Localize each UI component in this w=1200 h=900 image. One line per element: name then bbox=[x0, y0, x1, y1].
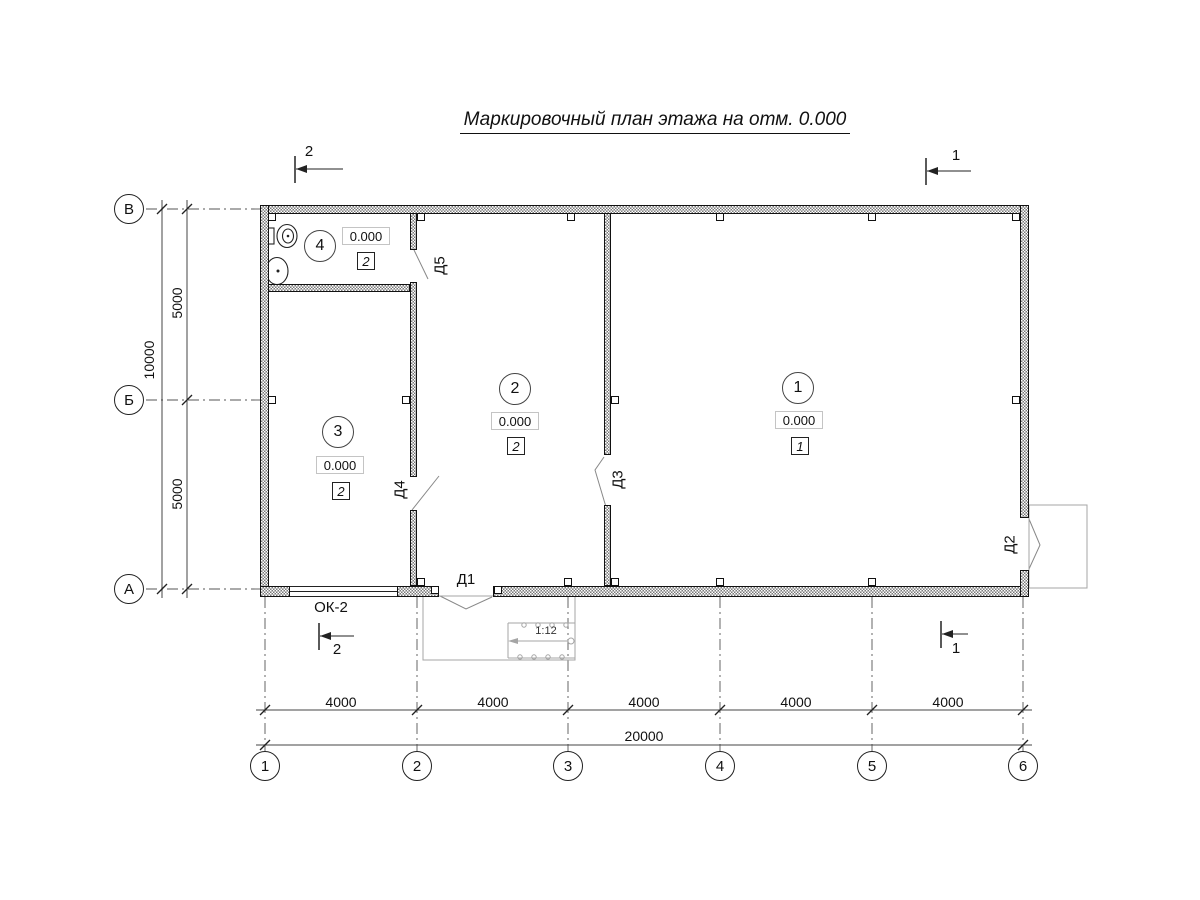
pilaster-bottom-partition1 bbox=[611, 578, 619, 586]
room-2-number: 2 bbox=[510, 380, 520, 397]
room-2-floor-type-box bbox=[507, 437, 525, 455]
room-2-elevation: 0.000 bbox=[498, 413, 532, 429]
section-2-bottom-label: 2 bbox=[332, 641, 342, 658]
window-ok2-label: ОК-2 bbox=[314, 599, 348, 616]
axis-col-5-label: 5 bbox=[867, 757, 877, 775]
ramp-slope-arrowhead bbox=[508, 638, 518, 644]
pilaster-bottom-axis2 bbox=[417, 578, 425, 586]
axis-col-2 bbox=[402, 751, 432, 781]
dim-col-spacing-5: 4000 bbox=[932, 694, 964, 710]
pilaster-partition3-axisB bbox=[402, 396, 410, 404]
pilaster-bottom-axis3 bbox=[564, 578, 572, 586]
dim-col-spacing-1: 4000 bbox=[325, 694, 357, 710]
room-3-elevation-box bbox=[316, 456, 364, 474]
wall-partition-room1-upper bbox=[604, 213, 611, 455]
bathroom-fixtures bbox=[266, 225, 297, 285]
ramp-slope-label: 1:12 bbox=[535, 625, 557, 637]
dimension-lines bbox=[162, 200, 1032, 745]
room-3-floor-type-box bbox=[332, 482, 350, 500]
wall-partition-room3-lower bbox=[410, 510, 417, 586]
section-2-top-label: 2 bbox=[304, 143, 314, 160]
axis-row-v bbox=[114, 194, 144, 224]
pilaster-top-corner-right bbox=[1012, 213, 1020, 221]
axis-row-v-label: В bbox=[123, 200, 134, 218]
axis-col-1 bbox=[250, 751, 280, 781]
door-d5-swing bbox=[414, 250, 428, 279]
dim-total-width: 20000 bbox=[624, 728, 664, 744]
dim-col-spacing-2: 4000 bbox=[477, 694, 509, 710]
room-1-number-bubble bbox=[782, 372, 814, 404]
axis-col-3-label: 3 bbox=[563, 757, 573, 775]
room-4-number-bubble bbox=[304, 230, 336, 262]
room-1-number: 1 bbox=[793, 379, 803, 396]
ramp-slope-arrow-end bbox=[568, 638, 574, 644]
door-d3-swing bbox=[595, 457, 606, 507]
room-3-elevation: 0.000 bbox=[323, 457, 357, 473]
section-1-bottom-label: 1 bbox=[951, 640, 961, 657]
room-2-number-bubble bbox=[499, 373, 531, 405]
door-d2-label: Д2 bbox=[1001, 535, 1019, 554]
section-1-top-label: 1 bbox=[951, 147, 961, 164]
axis-row-b-label: Б bbox=[124, 391, 134, 409]
room-3-floor-type: 2 bbox=[337, 483, 345, 499]
door-d1-jamb-right bbox=[494, 586, 502, 594]
room-3-number: 3 bbox=[333, 423, 343, 440]
room-2-elevation-box bbox=[491, 412, 539, 430]
dim-col-spacing-4: 4000 bbox=[780, 694, 812, 710]
axis-col-4-label: 4 bbox=[715, 757, 725, 775]
section-marks bbox=[295, 156, 971, 650]
room-3-number-bubble bbox=[322, 416, 354, 448]
axis-row-b bbox=[114, 385, 144, 415]
drawing-title-wrap bbox=[420, 109, 890, 134]
axis-col-6-label: 6 bbox=[1018, 757, 1028, 775]
wall-exterior-bottom-right bbox=[493, 586, 1029, 597]
pilaster-bottom-axis4 bbox=[716, 578, 724, 586]
wall-exterior-right-lower bbox=[1020, 570, 1029, 597]
axis-col-4 bbox=[705, 751, 735, 781]
platform-outline bbox=[1029, 505, 1087, 588]
dim-row-spacing-top: 5000 bbox=[169, 287, 185, 319]
section-2-top-arrow bbox=[296, 165, 307, 173]
door-d1-label: Д1 bbox=[456, 571, 476, 588]
dim-total-height: 10000 bbox=[141, 340, 157, 380]
door-d1-jamb-left bbox=[431, 586, 439, 594]
section-1-bottom-arrow bbox=[942, 630, 953, 638]
room-1-floor-type-box bbox=[791, 437, 809, 455]
wall-exterior-right-upper bbox=[1020, 205, 1029, 518]
door-d4-swing bbox=[412, 476, 439, 510]
sink-drain-icon bbox=[277, 270, 280, 273]
drawing-title: Маркировочный план этажа на отм. 0.000 bbox=[460, 109, 851, 134]
section-2-bottom-arrow bbox=[320, 632, 331, 640]
window-ok2-symbol bbox=[290, 586, 397, 597]
room-4-number: 4 bbox=[315, 237, 325, 254]
room-4-floor-type: 2 bbox=[362, 253, 370, 269]
pilaster-left-axisB bbox=[268, 396, 276, 404]
pilaster-top-axis4 bbox=[716, 213, 724, 221]
axis-col-1-label: 1 bbox=[260, 757, 270, 775]
pilaster-top-axis3 bbox=[567, 213, 575, 221]
door-d4-label: Д4 bbox=[391, 480, 409, 499]
wall-partition-d5-jamb bbox=[410, 213, 417, 250]
dim-row-spacing-bottom: 5000 bbox=[169, 478, 185, 510]
wall-partition-bathroom bbox=[268, 284, 410, 292]
room-1-elevation-box bbox=[775, 411, 823, 429]
axis-col-3 bbox=[553, 751, 583, 781]
pilaster-bottom-axis5 bbox=[868, 578, 876, 586]
door-d2-swing bbox=[1029, 519, 1040, 569]
pilaster-top-corner-left bbox=[268, 213, 276, 221]
room-2-floor-type: 2 bbox=[512, 438, 520, 454]
axis-col-2-label: 2 bbox=[412, 757, 422, 775]
room-1-floor-type: 1 bbox=[796, 438, 804, 454]
axis-col-5 bbox=[857, 751, 887, 781]
wall-partition-room1-lower bbox=[604, 505, 611, 586]
window-glass-line bbox=[290, 591, 397, 592]
section-1-top-arrow bbox=[927, 167, 938, 175]
pilaster-partition1-axisB bbox=[611, 396, 619, 404]
room-4-elevation-box bbox=[342, 227, 390, 245]
pilaster-top-axis2 bbox=[417, 213, 425, 221]
wall-exterior-bottom-left-stub bbox=[260, 586, 290, 597]
pilaster-right-axisB bbox=[1012, 396, 1020, 404]
room-1-elevation: 0.000 bbox=[782, 412, 816, 428]
pilaster-top-axis5 bbox=[868, 213, 876, 221]
door-d3-label: Д3 bbox=[609, 470, 627, 489]
dim-col-spacing-3: 4000 bbox=[628, 694, 660, 710]
door-d1-swing bbox=[440, 596, 492, 609]
axis-col-6 bbox=[1008, 751, 1038, 781]
door-d5-label: Д5 bbox=[431, 256, 449, 275]
wall-exterior-top bbox=[260, 205, 1029, 214]
room-4-floor-type-box bbox=[357, 252, 375, 270]
axis-row-a bbox=[114, 574, 144, 604]
wall-partition-room3-upper bbox=[410, 282, 417, 477]
axis-row-a-label: А bbox=[123, 580, 134, 598]
room-4-elevation: 0.000 bbox=[349, 228, 383, 244]
entry-platform-right bbox=[1029, 505, 1087, 588]
